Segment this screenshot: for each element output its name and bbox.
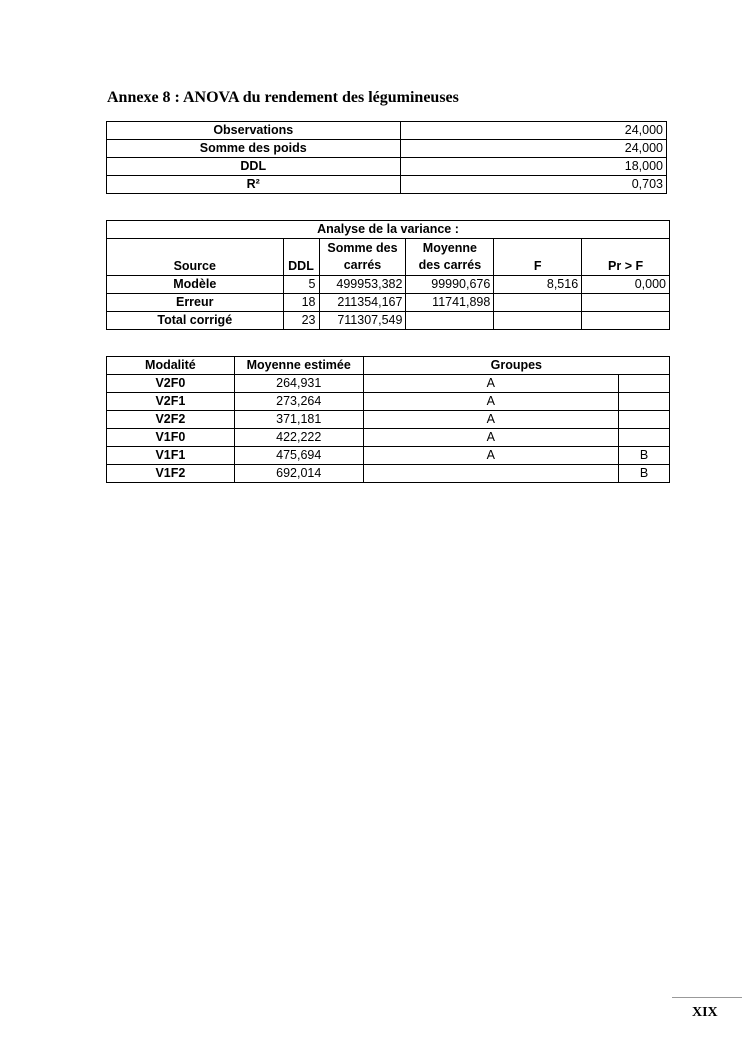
cell-ddl: 23 — [283, 312, 319, 330]
cell-f — [494, 294, 582, 312]
cell-modalite: V1F2 — [107, 465, 235, 483]
table-row — [107, 429, 670, 447]
table-row — [107, 158, 667, 176]
header-mean-squares-line1: Moyenne — [422, 241, 477, 255]
cell-p — [582, 312, 670, 330]
table-row — [107, 122, 667, 140]
anova-table — [106, 220, 670, 330]
cell-group-b: B — [619, 465, 670, 483]
page-heading: Annexe 8 : ANOVA du rendement des légumineuses — [107, 89, 459, 106]
groups-table — [106, 356, 670, 483]
cell-f: 8,516 — [494, 276, 582, 294]
cell-group-a: A — [363, 447, 618, 465]
table-header-row — [107, 239, 670, 276]
header-moyenne: Moyenne estimée — [234, 357, 363, 375]
cell-ddl: 18 — [283, 294, 319, 312]
cell-modalite: V1F1 — [107, 447, 235, 465]
cell-group-a — [363, 465, 618, 483]
cell-p: 0,000 — [582, 276, 670, 294]
cell-group-b — [619, 375, 670, 393]
table-row — [107, 276, 670, 294]
cell-group-b — [619, 393, 670, 411]
page-number: XIX — [692, 1005, 718, 1020]
table-row — [107, 294, 670, 312]
header-sum-squares — [319, 239, 406, 276]
cell-ss: 499953,382 — [319, 276, 406, 294]
cell-f — [494, 312, 582, 330]
table-row — [107, 393, 670, 411]
header-mean-squares — [406, 239, 494, 276]
cell-group-b — [619, 411, 670, 429]
cell-moyenne: 692,014 — [234, 465, 363, 483]
header-modalite: Modalité — [107, 357, 235, 375]
table-row — [107, 221, 670, 239]
cell-ms — [406, 312, 494, 330]
summary-value: 18,000 — [400, 158, 666, 176]
summary-label: Somme des poids — [107, 140, 401, 158]
cell-group-b: B — [619, 447, 670, 465]
cell-moyenne: 371,181 — [234, 411, 363, 429]
cell-group-a: A — [363, 393, 618, 411]
header-p: Pr > F — [582, 239, 670, 276]
anova-title: Analyse de la variance : — [107, 221, 670, 239]
cell-ss: 711307,549 — [319, 312, 406, 330]
header-mean-squares-line2: des carrés — [418, 258, 482, 272]
summary-label: DDL — [107, 158, 401, 176]
table-row — [107, 465, 670, 483]
header-groupes: Groupes — [363, 357, 669, 375]
cell-group-a: A — [363, 429, 618, 447]
header-f: F — [494, 239, 582, 276]
cell-modalite: V2F1 — [107, 393, 235, 411]
cell-ss: 211354,167 — [319, 294, 406, 312]
cell-moyenne: 475,694 — [234, 447, 363, 465]
table-row — [107, 176, 667, 194]
cell-group-b — [619, 429, 670, 447]
summary-label: Observations — [107, 122, 401, 140]
cell-group-a: A — [363, 375, 618, 393]
table-row — [107, 375, 670, 393]
cell-ms: 99990,676 — [406, 276, 494, 294]
table-row — [107, 312, 670, 330]
cell-modalite: V2F0 — [107, 375, 235, 393]
summary-value: 0,703 — [400, 176, 666, 194]
cell-ms: 11741,898 — [406, 294, 494, 312]
header-sum-squares-line2: carrés — [343, 258, 382, 272]
table-row — [107, 411, 670, 429]
cell-moyenne: 422,222 — [234, 429, 363, 447]
cell-modalite: V2F2 — [107, 411, 235, 429]
cell-source: Total corrigé — [107, 312, 284, 330]
header-ddl: DDL — [283, 239, 319, 276]
cell-source: Erreur — [107, 294, 284, 312]
table-row — [107, 447, 670, 465]
summary-label: R² — [107, 176, 401, 194]
cell-modalite: V1F0 — [107, 429, 235, 447]
table-header-row — [107, 357, 670, 375]
summary-value: 24,000 — [400, 122, 666, 140]
table-row — [107, 140, 667, 158]
cell-source: Modèle — [107, 276, 284, 294]
header-sum-squares-line1: Somme des — [327, 241, 398, 255]
cell-ddl: 5 — [283, 276, 319, 294]
footer-divider — [672, 997, 742, 998]
summary-value: 24,000 — [400, 140, 666, 158]
cell-group-a: A — [363, 411, 618, 429]
cell-moyenne: 264,931 — [234, 375, 363, 393]
cell-p — [582, 294, 670, 312]
header-source: Source — [107, 239, 284, 276]
summary-table — [106, 121, 667, 194]
cell-moyenne: 273,264 — [234, 393, 363, 411]
